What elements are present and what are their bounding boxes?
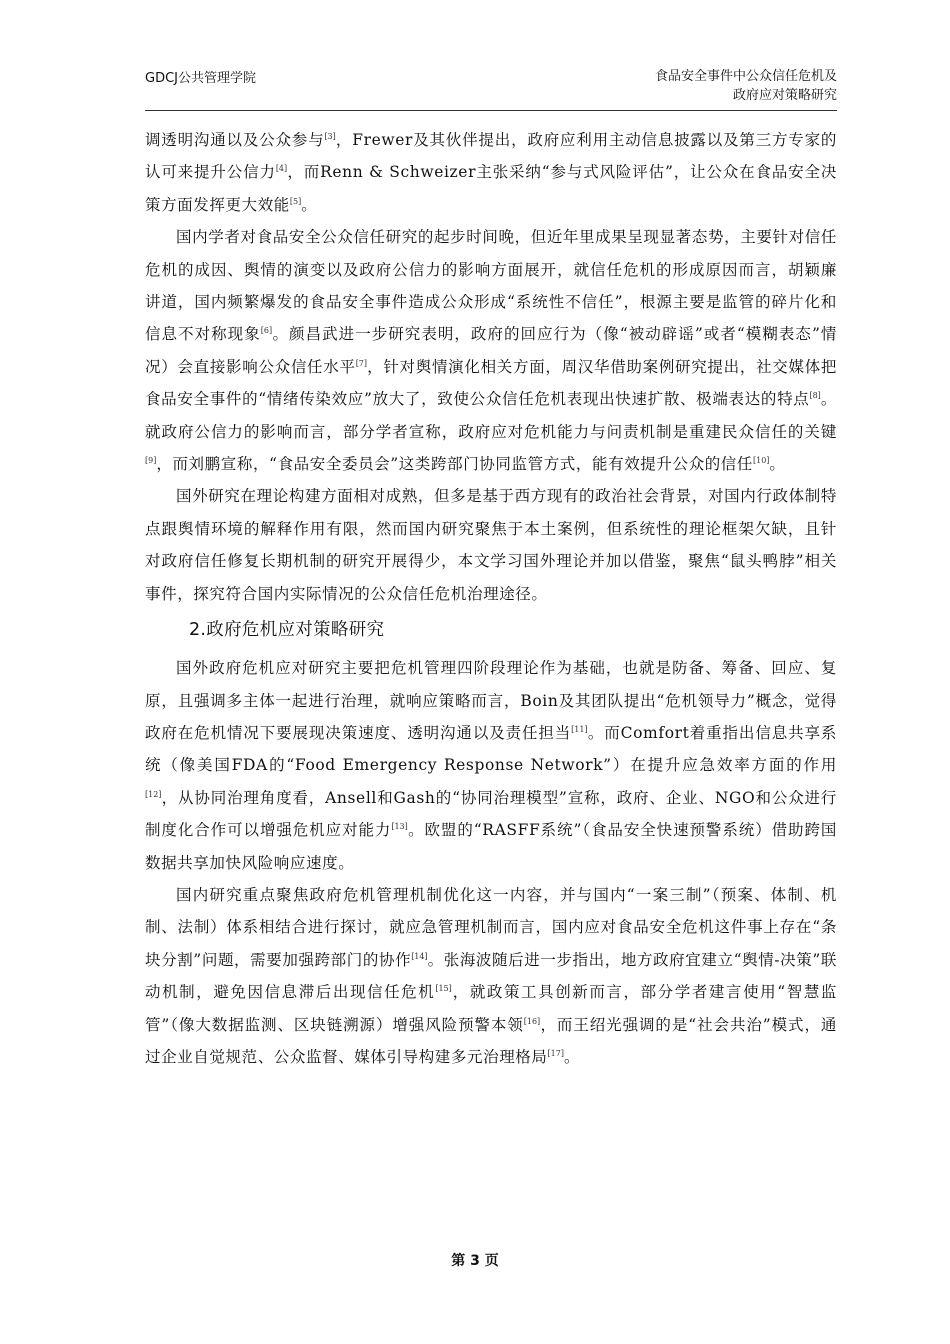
citation: [5] [289,196,302,206]
text-run: 国外政府危机应对研究主要把危机管理四阶段理论作为基础，也就是防备、筹备、回应、复原，且强调多主体一起进行治理，就响应策略而言，Boin及其团队提出“危机领导力”概念，觉得政府在危机情况下要展现决策速度、透明沟通以及责任担当 [145,659,837,742]
citation: [16] [523,1016,541,1026]
page-number: 第 3 页 [451,1253,499,1269]
text-run: 国内研究重点聚焦政府危机管理机制优化这一内容，并与国内“一案三制”（预案、体制、机制、法制）体系相结合进行探讨，就应急管理机制而言，国内应对食品安全危机这件事上存在“条块分割”问题，需要加强跨部门的协作 [145,885,837,969]
text-run: ，而刘鹏宣称，“食品安全委员会”这类跨部门协同监管方式，能有效提升公众的信任 [156,455,753,474]
citation: [11] [571,724,588,734]
text-run: 。就政府公信力的影响而言，部分学者宣称，政府应对危机能力与问责机制是重建民众信任的关键 [145,390,837,441]
paragraph-2 [145,221,837,480]
citation: [8] [809,391,821,401]
citation: [13] [391,821,408,831]
header-title-line2: 政府应对策略研究 [732,88,837,103]
header-divider [145,110,837,111]
text-run: ，从协同治理角度看，Ansell和Gash的“协同治理模型”宣称，政府、企业、NGO和公众进行制度化合作可以增强危机应对能力 [145,788,837,840]
text-run: 。 [563,1047,581,1066]
citation: [12] [145,789,162,799]
text-run: ，而王绍光强调的是“社会共治”模式，通过企业自觉规范、公众监督、媒体引导构建多元治理格局 [145,1015,837,1066]
citation: [14] [411,951,428,961]
text-run: 。 [769,455,786,474]
body-text [145,124,837,1073]
text-run: 。而Comfort着重指出信息共享系统（像美国FDA的“Food Emergency Response Network”）在提升应急效率方面的作用 [145,723,837,775]
text-run: ，就政策工具创新而言，部分学者建言使用“智慧监管”（像大数据监测、区块链溯源）增强风险预警本领 [145,983,837,1034]
citation: [7] [355,358,368,368]
text-run: 。 [301,195,318,214]
citation: [4] [275,164,288,174]
paragraph-5 [145,879,837,1073]
paragraph-3 [145,480,837,610]
text-run: ，Frewer及其伙伴提出，政府应利用主动信息披露以及第三方专家的认可来提升公信力 [145,131,837,182]
paragraph-4 [145,652,837,879]
text-run: 。张海波随后进一步指出，地方政府宜建立“舆情-决策”联动机制，避免因信息滞后出现信任危机 [145,950,837,1002]
header-title [655,67,837,105]
text-run: 国内学者对食品安全公众信任研究的起步时间晚，但近年里成果呈现显著态势，主要针对信任危机的成因、舆情的演变以及政府公信力的影响方面展开，就信任危机的形成原因而言，胡颖廉讲道，国内频繁爆发的食品安全事件造成公众形成“系统性不信任”，根源主要是监管的碎片化和信息不对称现象 [145,228,837,344]
text-run: 。颜昌武进一步研究表明，政府的回应行为（像“被动辟谣”或者“模糊表态”情况）会直接影响公众信任水平 [145,325,837,376]
text-run: 。欧盟的“RASFF系统”（食品安全快速预警系统）借助跨国数据共享加快风险响应速度。 [145,821,837,872]
text-run: ，而Renn & Schweizer主张采纳“参与式风险评估”，让公众在食品安全决策方面发挥更大效能 [145,163,837,214]
citation: [15] [435,984,452,993]
citation: [9] [145,455,157,465]
citation: [17] [547,1048,564,1058]
header-title-line1: 食品安全事件中公众信任危机及 [654,69,837,84]
paragraph-1 [145,124,837,221]
citation: [3] [324,131,336,141]
text-run: 调透明沟通以及公众参与 [145,131,325,149]
section-heading: 2.政府危机应对策略研究 [189,620,385,641]
citation: [6] [260,326,273,336]
citation: [10] [753,455,770,465]
text-run: ，针对舆情演化相关方面，周汉华借助案例研究提出，社交媒体把食品安全事件的“情绪传染效应”放大了，致使公众信任危机表现出快速扩散、极端表达的特点 [145,357,837,409]
text-run: 国外研究在理论构建方面相对成熟，但多是基于西方现有的政治社会背景，对国内行政体制特点跟舆情环境的解释作用有限，然而国内研究聚焦于本土案例，但系统性的理论框架欠缺，且针对政府信任修复长期机制的研究开展得少，本文学习国外理论并加以借鉴，聚焦“鼠头鸭脖”相关事件，探究符合国内实际情况的公众信任危机治理途径。 [145,487,837,603]
header-school: GDCJ公共管理学院 [145,71,256,86]
